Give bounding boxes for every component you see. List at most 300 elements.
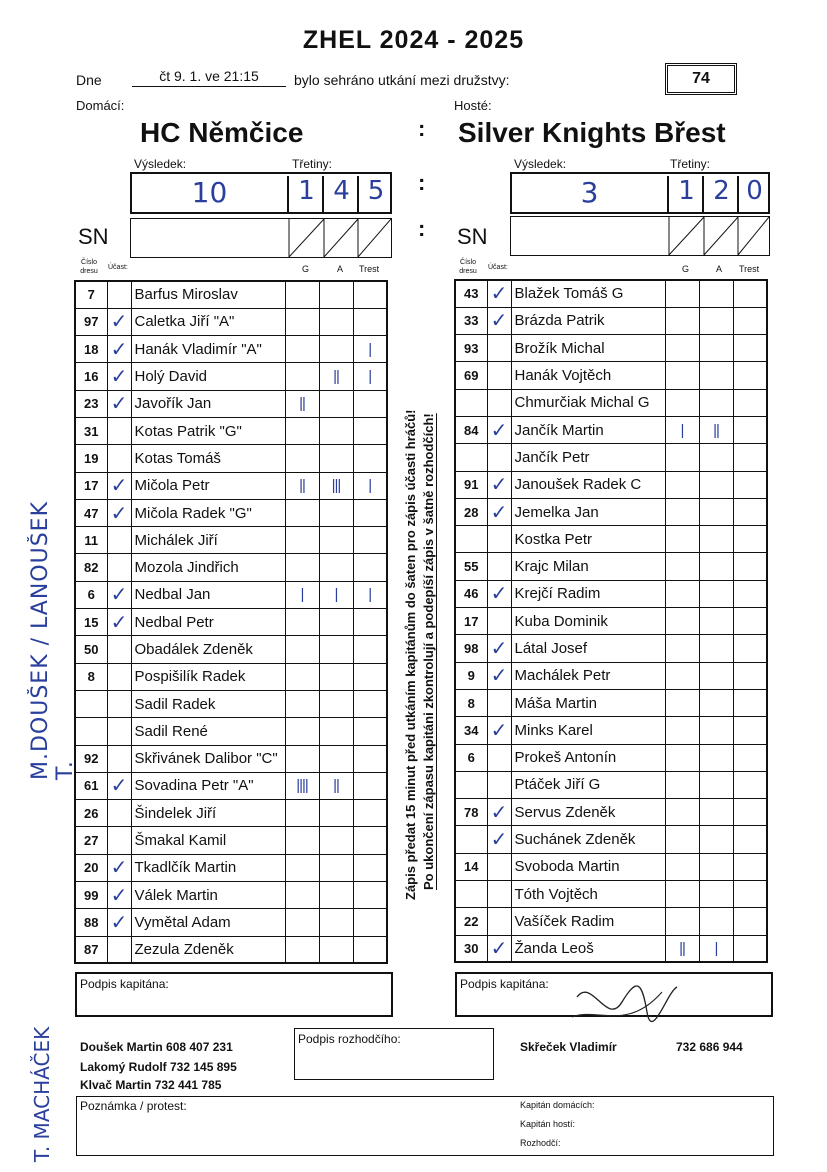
match-date: čt 9. 1. ve 21:15: [132, 68, 286, 87]
goals-cell: [285, 800, 319, 827]
player-name: Javořík Jan: [131, 390, 285, 417]
player-row: [75, 882, 387, 909]
player-row: [75, 772, 387, 799]
player-name: Sadil Radek: [131, 690, 285, 717]
player-row: [75, 363, 387, 390]
goals-cell: |: [665, 416, 699, 443]
player-name: Suchánek Zdeněk: [511, 826, 665, 853]
goals-cell: [665, 853, 699, 880]
penalty-cell: [733, 881, 767, 908]
assists-cell: ||: [319, 772, 353, 799]
participation-check: [107, 554, 131, 581]
assists-cell: [319, 499, 353, 526]
away-score: 3: [512, 176, 669, 214]
assists-cell: [319, 800, 353, 827]
home-score-box: [130, 172, 392, 214]
goals-cell: [285, 854, 319, 881]
player-number: 69: [455, 362, 487, 389]
goals-cell: [285, 690, 319, 717]
player-number: [455, 389, 487, 416]
goals-cell: [285, 636, 319, 663]
participation-check: ✓: [107, 909, 131, 936]
penalty-cell: [353, 390, 387, 417]
penalty-cell: [733, 389, 767, 416]
bottom-handwriting: T. MACHÁČEK: [30, 1026, 54, 1162]
participation-check: [107, 800, 131, 827]
home-sn-box: [130, 218, 392, 258]
participation-check: ✓: [107, 854, 131, 881]
player-name: Látal Josef: [511, 635, 665, 662]
player-row: [455, 717, 767, 744]
penalty-cell: [353, 417, 387, 444]
goals-cell: ||: [285, 472, 319, 499]
penalty-cell: [733, 744, 767, 771]
penalty-cell: [733, 771, 767, 798]
penalty-cell: [733, 280, 767, 307]
player-row: [455, 280, 767, 307]
assists-cell: [319, 745, 353, 772]
player-name: Mozola Jindřich: [131, 554, 285, 581]
player-row: [455, 580, 767, 607]
player-name: Vymětal Adam: [131, 909, 285, 936]
match-number: 74: [665, 63, 737, 95]
penalty-cell: [733, 526, 767, 553]
penalty-cell: [733, 362, 767, 389]
penalty-cell: [733, 580, 767, 607]
player-number: 43: [455, 280, 487, 307]
assists-cell: [699, 635, 733, 662]
penalty-cell: [353, 745, 387, 772]
middle-note-line1: Zápis předat 15 minut před utkáním kapitánům do šaten pro zápis účasti hráčů!: [403, 409, 418, 900]
away-result-label: Výsledek:: [514, 157, 567, 171]
player-name: Prokeš Antonín: [511, 744, 665, 771]
player-name: Hanák Vladimír "A": [131, 336, 285, 363]
goals-cell: [285, 936, 319, 963]
middle-note-line2: Po ukončení zápasu kapitáni zkontrolují a podepíší zápis v šatně rozhodčích!: [421, 413, 436, 890]
assists-cell: [319, 827, 353, 854]
player-name: Ptáček Jiří G: [511, 771, 665, 798]
participation-check: ✓: [487, 307, 511, 334]
goals-cell: [665, 580, 699, 607]
goals-cell: [665, 280, 699, 307]
assists-cell: |||: [319, 472, 353, 499]
goals-cell: [285, 336, 319, 363]
assists-cell: [699, 662, 733, 689]
participation-check: [107, 636, 131, 663]
player-name: Zezula Zdeněk: [131, 936, 285, 963]
player-name: Šmakal Kamil: [131, 827, 285, 854]
player-name: Sovadina Petr "A": [131, 772, 285, 799]
referee-sign-label: Podpis rozhodčího:: [298, 1032, 401, 1046]
goals-cell: [285, 909, 319, 936]
player-row: [455, 335, 767, 362]
assists-cell: [699, 280, 733, 307]
player-number: [75, 718, 107, 745]
assists-cell: [699, 908, 733, 935]
assists-cell: [699, 744, 733, 771]
player-number: [455, 881, 487, 908]
player-number: 8: [75, 663, 107, 690]
player-name: Jančík Petr: [511, 444, 665, 471]
goals-cell: [285, 527, 319, 554]
referee-2: Lakomý Rudolf 732 145 895: [80, 1060, 237, 1074]
participation-check: ✓: [487, 935, 511, 962]
participation-check: ✓: [107, 882, 131, 909]
assists-cell: [699, 826, 733, 853]
participation-check: [487, 444, 511, 471]
goals-cell: ||||: [285, 772, 319, 799]
player-number: 7: [75, 281, 107, 308]
player-name: Minks Karel: [511, 717, 665, 744]
away-col-g: G: [682, 264, 690, 274]
participation-check: ✓: [107, 609, 131, 636]
home-roster-table: [74, 280, 388, 964]
participation-check: ✓: [107, 772, 131, 799]
away-sn-label: SN: [457, 224, 488, 249]
player-number: 6: [455, 744, 487, 771]
player-row: [455, 471, 767, 498]
goals-cell: [285, 745, 319, 772]
player-row: [75, 909, 387, 936]
player-number: [455, 826, 487, 853]
participation-check: [107, 745, 131, 772]
assists-cell: [319, 909, 353, 936]
player-row: [455, 853, 767, 880]
player-row: [455, 799, 767, 826]
player-number: 22: [455, 908, 487, 935]
player-row: [75, 609, 387, 636]
goals-cell: [285, 663, 319, 690]
goals-cell: [285, 718, 319, 745]
participation-check: ✓: [107, 308, 131, 335]
player-number: 11: [75, 527, 107, 554]
participation-check: ✓: [107, 336, 131, 363]
referee-1: Doušek Martin 608 407 231: [80, 1040, 233, 1054]
page-title: ZHEL 2024 - 2025: [302, 26, 525, 54]
participation-check: ✓: [487, 717, 511, 744]
player-name: Chmurčiak Michal G: [511, 389, 665, 416]
assists-cell: [319, 718, 353, 745]
goals-cell: [665, 498, 699, 525]
player-name: Pospišilík Radek: [131, 663, 285, 690]
goals-cell: [665, 553, 699, 580]
player-row: [75, 417, 387, 444]
player-row: [75, 800, 387, 827]
player-row: [75, 336, 387, 363]
player-name: Mičola Petr: [131, 472, 285, 499]
penalty-cell: |: [353, 581, 387, 608]
goals-cell: [665, 526, 699, 553]
assists-cell: [699, 526, 733, 553]
participation-check: [107, 718, 131, 745]
goals-cell: [665, 771, 699, 798]
home-period-1: 1: [291, 176, 324, 212]
player-row: [455, 662, 767, 689]
assists-cell: [319, 527, 353, 554]
player-name: Hanák Vojtěch: [511, 362, 665, 389]
penalty-cell: [353, 636, 387, 663]
home-sn-label: SN: [78, 224, 109, 249]
player-name: Skřivánek Dalibor "C": [131, 745, 285, 772]
participation-check: ✓: [107, 363, 131, 390]
player-number: 84: [455, 416, 487, 443]
participation-check: [487, 771, 511, 798]
goals-cell: [285, 281, 319, 308]
goals-cell: |: [285, 581, 319, 608]
player-name: Nedbal Jan: [131, 581, 285, 608]
participation-check: [107, 527, 131, 554]
player-row: [75, 636, 387, 663]
assists-cell: [699, 444, 733, 471]
player-number: 82: [75, 554, 107, 581]
penalty-cell: [733, 689, 767, 716]
goals-cell: [665, 881, 699, 908]
player-row: [455, 935, 767, 962]
participation-check: [107, 936, 131, 963]
player-number: 91: [455, 471, 487, 498]
player-number: 18: [75, 336, 107, 363]
participation-check: ✓: [487, 580, 511, 607]
goals-cell: [285, 417, 319, 444]
goals-cell: [665, 744, 699, 771]
penalty-cell: [733, 717, 767, 744]
away-captain-signature-box: [455, 972, 773, 1017]
assists-cell: [319, 690, 353, 717]
player-name: Michálek Jiří: [131, 527, 285, 554]
penalty-cell: |: [353, 363, 387, 390]
assists-cell: [319, 554, 353, 581]
player-row: [75, 308, 387, 335]
player-name: Caletka Jiří "A": [131, 308, 285, 335]
captain-sign-label: Podpis kapitána:: [80, 977, 169, 991]
participation-check: ✓: [107, 499, 131, 526]
assists-cell: [699, 362, 733, 389]
assists-cell: [319, 308, 353, 335]
participation-check: [487, 526, 511, 553]
player-name: Kostka Petr: [511, 526, 665, 553]
away-col-participation: Účast:: [488, 264, 508, 271]
player-row: [75, 472, 387, 499]
participation-check: ✓: [487, 280, 511, 307]
penalty-cell: [733, 444, 767, 471]
penalty-cell: [353, 690, 387, 717]
away-col-no: Číslo dresu: [459, 259, 477, 275]
goals-cell: [665, 444, 699, 471]
player-number: 92: [75, 745, 107, 772]
assists-cell: [699, 307, 733, 334]
player-number: 98: [455, 635, 487, 662]
home-period-3: 5: [367, 176, 385, 206]
sn-diagonals: [511, 217, 769, 255]
assists-cell: [699, 389, 733, 416]
player-number: 47: [75, 499, 107, 526]
player-row: [75, 745, 387, 772]
participation-check: [487, 689, 511, 716]
assists-cell: [699, 498, 733, 525]
assists-cell: [699, 881, 733, 908]
player-number: [455, 771, 487, 798]
participation-check: [107, 663, 131, 690]
assists-cell: [319, 445, 353, 472]
player-name: Brázda Patrik: [511, 307, 665, 334]
away-period-3: 0: [746, 176, 763, 206]
goals-cell: [665, 717, 699, 744]
away-period-1: 1: [671, 176, 704, 212]
player-row: [455, 498, 767, 525]
assists-cell: [319, 854, 353, 881]
penalty-cell: [353, 854, 387, 881]
player-name: Jančík Martin: [511, 416, 665, 443]
player-number: 93: [455, 335, 487, 362]
penalty-cell: [353, 281, 387, 308]
participation-check: ✓: [107, 472, 131, 499]
player-name: Nedbal Petr: [131, 609, 285, 636]
player-number: 14: [455, 853, 487, 880]
signature-scribble: [567, 972, 687, 1042]
player-name: Blažek Tomáš G: [511, 280, 665, 307]
participation-check: ✓: [487, 471, 511, 498]
assists-cell: [319, 417, 353, 444]
player-row: [455, 307, 767, 334]
goals-cell: [665, 389, 699, 416]
played-text: bylo sehráno utkání mezi družstvy:: [294, 72, 510, 88]
penalty-cell: [353, 499, 387, 526]
player-name: Šindelek Jiří: [131, 800, 285, 827]
assists-cell: [319, 281, 353, 308]
penalty-cell: [353, 772, 387, 799]
player-name: Tkadlčík Martin: [131, 854, 285, 881]
participation-check: [107, 281, 131, 308]
player-number: 61: [75, 772, 107, 799]
player-number: 34: [455, 717, 487, 744]
assists-cell: [699, 799, 733, 826]
player-number: 99: [75, 882, 107, 909]
penalty-cell: [733, 608, 767, 635]
player-number: 50: [75, 636, 107, 663]
player-number: 33: [455, 307, 487, 334]
player-number: 19: [75, 445, 107, 472]
goals-cell: [665, 662, 699, 689]
participation-check: [487, 389, 511, 416]
player-row: [455, 553, 767, 580]
player-number: 6: [75, 581, 107, 608]
home-col-participation: Účast:: [108, 264, 128, 271]
penalty-cell: [353, 936, 387, 963]
referee-signature-box: [294, 1028, 494, 1080]
penalty-cell: [733, 662, 767, 689]
player-number: 28: [455, 498, 487, 525]
home-col-g: G: [302, 264, 310, 274]
player-name: Mičola Radek "G": [131, 499, 285, 526]
player-row: [455, 362, 767, 389]
assists-cell: [319, 936, 353, 963]
goals-cell: [665, 362, 699, 389]
penalty-cell: |: [353, 472, 387, 499]
home-label: Domácí:: [76, 98, 125, 113]
home-captain-signature-box: [75, 972, 393, 1017]
participation-check: [487, 553, 511, 580]
assists-cell: [699, 580, 733, 607]
penalty-cell: [733, 635, 767, 662]
player-number: 30: [455, 935, 487, 962]
participation-check: ✓: [107, 390, 131, 417]
player-number: 27: [75, 827, 107, 854]
note-box: [76, 1096, 774, 1156]
participation-check: [487, 335, 511, 362]
goals-cell: ||: [665, 935, 699, 962]
player-row: [455, 908, 767, 935]
participation-check: [487, 608, 511, 635]
assists-cell: [319, 882, 353, 909]
player-row: [75, 390, 387, 417]
referee-3: Klvač Martin 732 441 785: [80, 1078, 222, 1092]
player-name: Servus Zdeněk: [511, 799, 665, 826]
colon-separator: :: [418, 116, 426, 141]
player-number: 17: [75, 472, 107, 499]
player-row: [455, 881, 767, 908]
penalty-cell: [733, 908, 767, 935]
captain-sign-label: Podpis kapitána:: [460, 977, 549, 991]
home-col-t: Trest: [359, 264, 380, 274]
penalty-cell: [353, 909, 387, 936]
player-name: Obadálek Zdeněk: [131, 636, 285, 663]
player-number: 15: [75, 609, 107, 636]
goals-cell: [285, 827, 319, 854]
assists-cell: [319, 636, 353, 663]
player-number: 87: [75, 936, 107, 963]
participation-check: [107, 827, 131, 854]
player-number: 20: [75, 854, 107, 881]
goals-cell: [665, 635, 699, 662]
penalty-cell: [353, 554, 387, 581]
player-name: Kotas Tomáš: [131, 445, 285, 472]
player-name: Machálek Petr: [511, 662, 665, 689]
player-name: Válek Martin: [131, 882, 285, 909]
participation-check: [487, 853, 511, 880]
player-number: 9: [455, 662, 487, 689]
player-name: Tóth Vojtěch: [511, 881, 665, 908]
penalty-cell: [733, 471, 767, 498]
participation-check: ✓: [107, 581, 131, 608]
participation-check: ✓: [487, 498, 511, 525]
player-row: [75, 718, 387, 745]
player-number: [75, 690, 107, 717]
player-name: Vašíček Radim: [511, 908, 665, 935]
penalty-cell: [353, 882, 387, 909]
captain-away-label: Kapitán hostí:: [520, 1119, 576, 1129]
goals-cell: [665, 471, 699, 498]
player-row: [75, 445, 387, 472]
player-row: [75, 499, 387, 526]
penalty-cell: [353, 445, 387, 472]
penalty-cell: |: [353, 336, 387, 363]
player-name: Jemelka Jan: [511, 498, 665, 525]
player-row: [455, 635, 767, 662]
player-row: [455, 416, 767, 443]
penalty-cell: [733, 335, 767, 362]
goals-cell: ||: [285, 390, 319, 417]
away-period-2: 2: [706, 176, 739, 212]
player-row: [75, 281, 387, 308]
participation-check: [487, 744, 511, 771]
player-number: 26: [75, 800, 107, 827]
penalty-cell: [733, 799, 767, 826]
assists-cell: [319, 663, 353, 690]
player-row: [455, 744, 767, 771]
player-number: 31: [75, 417, 107, 444]
player-row: [455, 608, 767, 635]
assists-cell: [699, 471, 733, 498]
